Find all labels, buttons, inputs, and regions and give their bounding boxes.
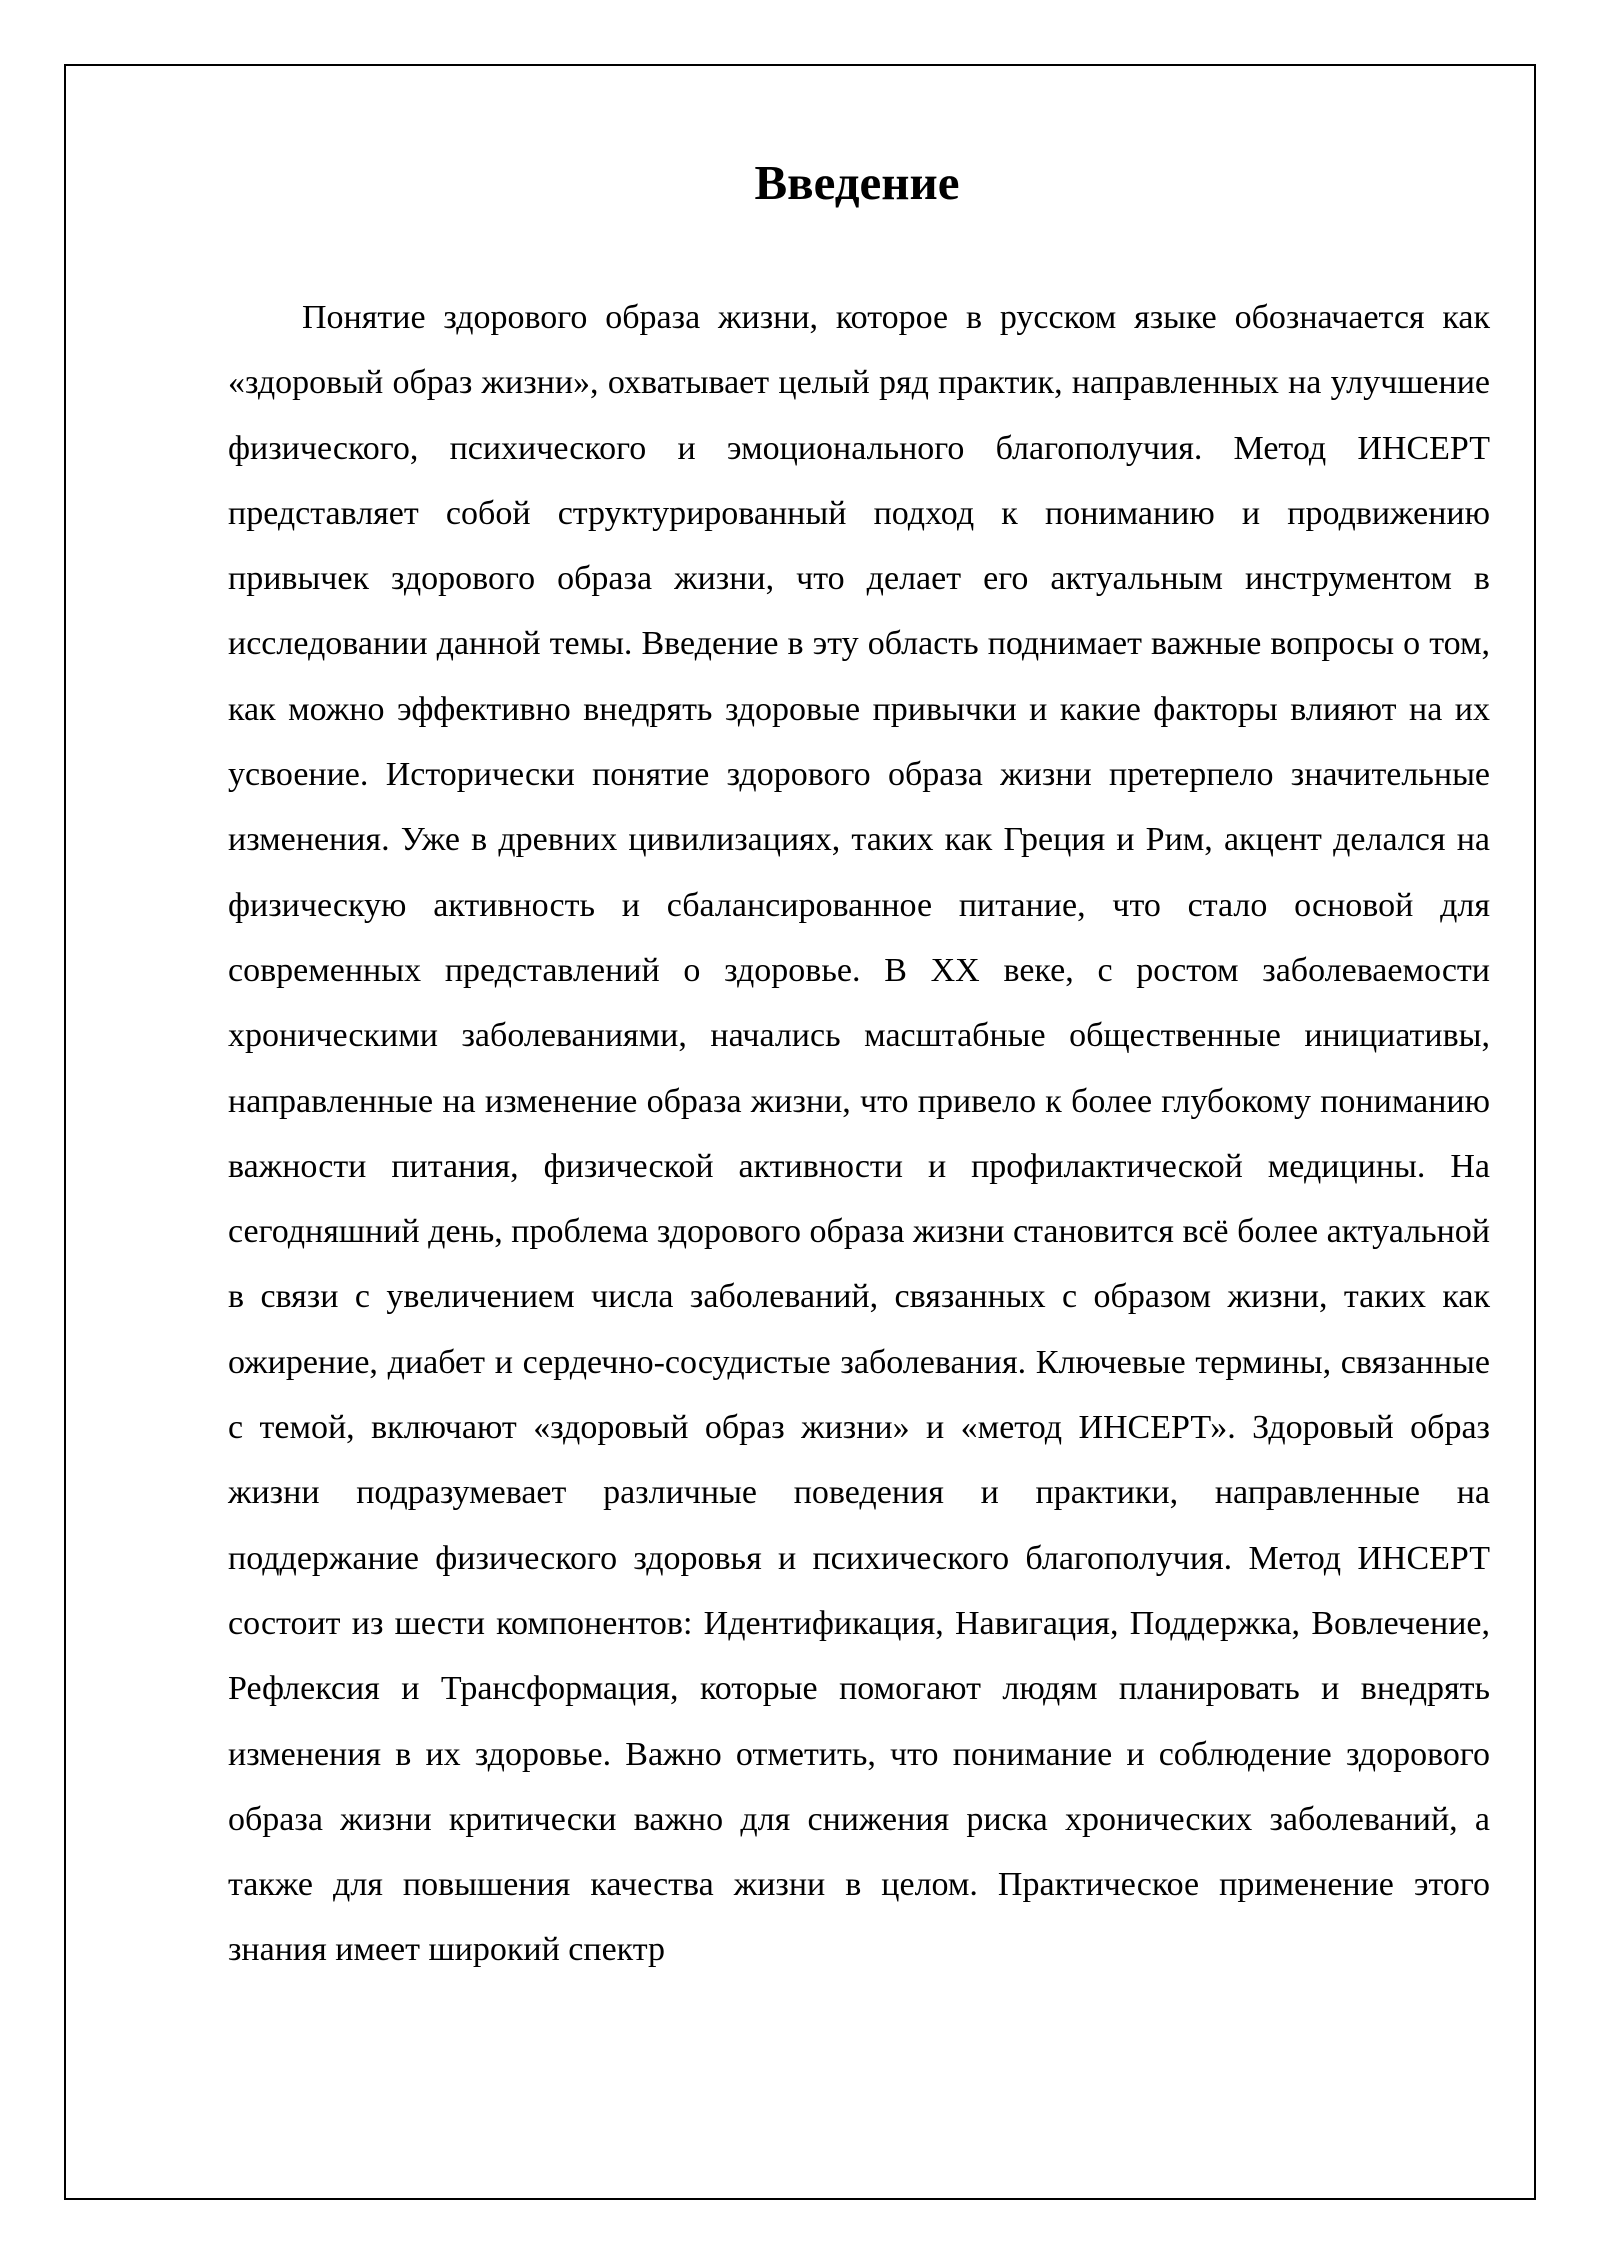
page-title: Введение [754, 155, 960, 210]
body-paragraph: Понятие здорового образа жизни, которое в русском языке обозначается как «здоровый образ жизни», охватывает целый ряд практик, направленных на улучшение физического, психического и эмоционального благополучия. Метод ИНСЕРТ представляет собой структурированный подход к пониманию и продвижению привычек здорового образа жизни, что делает его актуальным инструментом в исследовании данной темы. Введение в эту область поднимает важные вопросы о том, как можно эффективно внедрять здоровые привычки и какие факторы влияют на их усвоение. Исторически понятие здорового образа жизни претерпело значительные изменения. Уже в древних цивилизациях, таких как Греция и Рим, акцент делался на физическую активность и сбалансированное питание, что стало основой для современных представлений о здоровье. В XX веке, с ростом заболеваемости хроническими заболеваниями, начались масштабные общественные инициативы, направленные на изменение образа жизни, что привело к более глубокому пониманию важности питания, физической активности и профилактической медицины. На сегодняшний день, проблема здорового образа жизни становится всё более актуальной в связи с увеличением числа заболеваний, связанных с образом жизни, таких как ожирение, диабет и сердечно-сосудистые заболевания. Ключевые термины, связанные с темой, включают «здоровый образ жизни» и «метод ИНСЕРТ». Здоровый образ жизни подразумевает различные поведения и практики, направленные на поддержание физического здоровья и психического благополучия. Метод ИНСЕРТ состоит из шести компонентов: Идентификация, Навигация, Поддержка, Вовлечение, Рефлексия и Трансформация, которые помогают людям планировать и внедрять изменения в их здоровье. Важно отметить, что понимание и соблюдение здорового образа жизни критически важно для снижения риска хронических заболеваний, а также для повышения качества жизни в целом. Практическое применение этого знания имеет широкий спектр [228, 299, 1490, 1969]
